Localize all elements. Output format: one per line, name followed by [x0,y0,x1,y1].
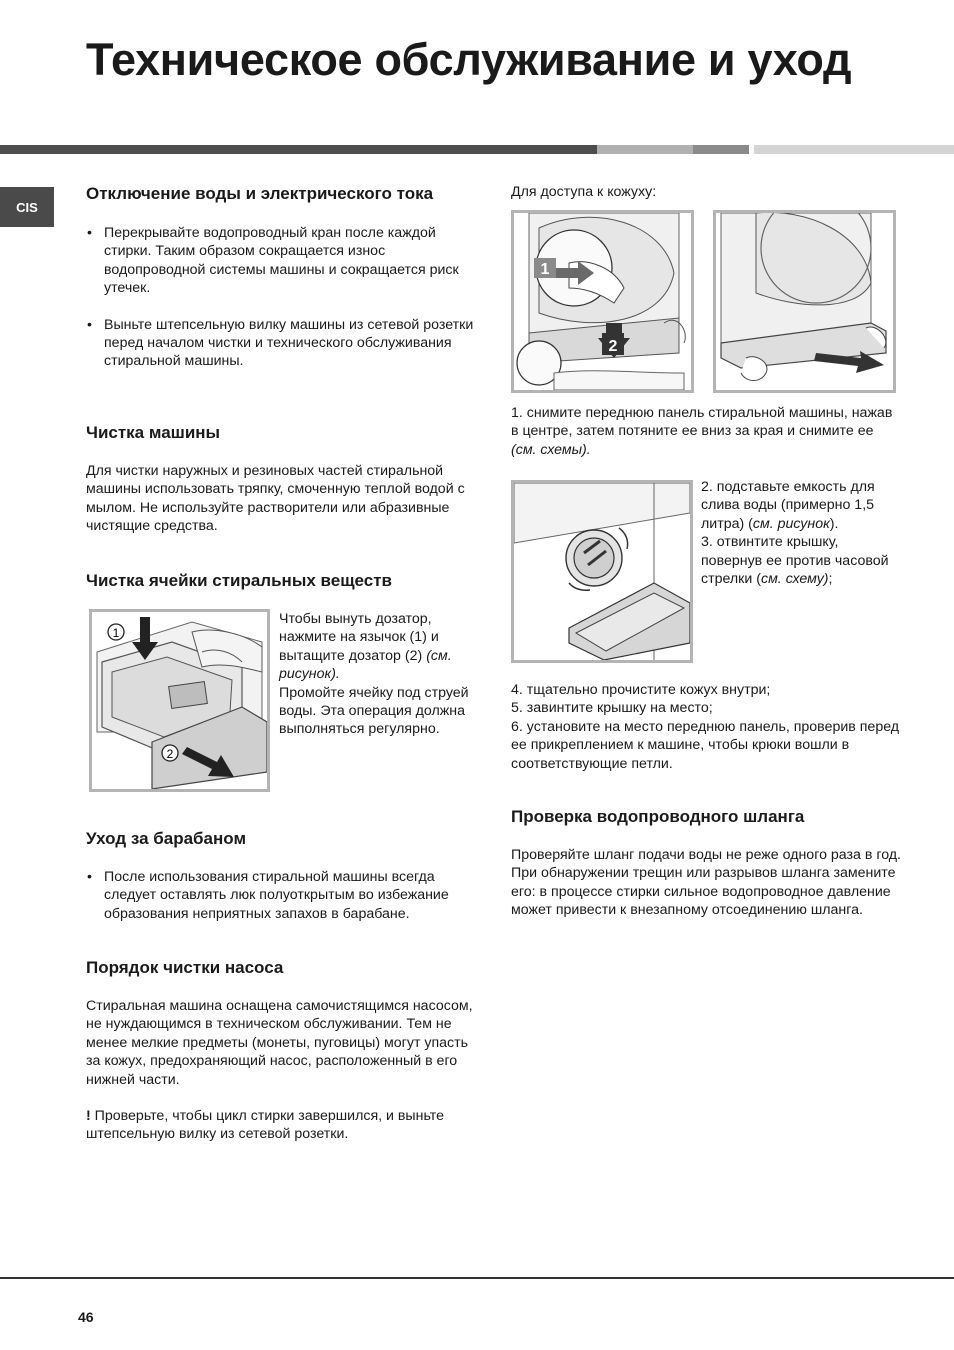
paragraph: Стиральная машина оснащена самочистящимся насосом, не нуждающимся в техническом обслуживании. Тем не менее мелкие предметы (монеты, пуговицы) могут упасть за кожух, предохраняющий насос, расположенный в его нижней части. [86,998,473,1088]
paragraph: 2. подставьте емкость для слива воды (примерно 1,5 литра) (см. рисунок). [701,479,875,532]
language-tab: CIS [0,187,54,227]
warning-icon: ! [86,1108,91,1125]
front-panel-removal-figure-2 [713,210,896,393]
paragraph: 6. установите на место переднюю панель, проверив перед ее прикреплением к машине, чтобы крюки вошли в соответствующие петли. [511,718,900,772]
paragraph: Проверяйте шланг подачи воды не реже одного раза в год. При обнаружении трещин или разрывов шланга замените его: в процессе стирки сильное водопроводное давление может привести к внезапному отсоединению шланга. [511,847,901,919]
paragraph: Для доступа к кожуху: [511,184,657,200]
bullet-text: • Перекрывайте водопроводный кран после каждой стирки. Таким образом сокращается износ водопроводной системы машины и сокращается риск утечек. [86,224,476,298]
section-heading-disconnect: Отключение воды и электрического тока [86,184,434,203]
paragraph: 5. завинтите крышку на место; [511,700,713,717]
bullet-text: • Выньте штепсельную вилку машины из сетевой розетки перед началом чистки и технического обслуживания стиральной машины. [86,316,476,371]
paragraph: Промойте ячейку под струей воды. Эта операция должна выполняться регулярно. [279,684,469,738]
figure-label-1: 1 [112,626,120,640]
section-heading-pump: Порядок чистки насоса [86,958,284,977]
figure-label-1: 1 [540,261,550,278]
header-rule-bar [0,145,954,154]
paragraph: 1. снимите переднюю панель стиральной машины, нажав в центре, затем потяните ее вниз за края и снимите ее (см. схемы). [511,405,893,458]
bullet-text: • После использования стиральной машины всегда следует оставлять люк полуоткрытым во избежание образования неприятных запахов в барабане. [86,868,478,923]
page-title: Техническое обслуживание и уход [86,34,852,85]
figure-label-2: 2 [608,338,618,355]
front-panel-removal-figure-1 [511,210,694,393]
section-heading-cleaning: Чистка машины [86,423,221,442]
warning-note: ! Проверьте, чтобы цикл стирки завершился, и выньте штепсельную вилку из сетевой розетки. [86,1108,444,1143]
paragraph: 3. отвинтите крышку, повернув ее против часовой стрелки (см. схему); [701,534,889,588]
paragraph: 4. тщательно прочистите кожух внутри; [511,682,771,698]
pump-cover-figure [511,480,693,663]
paragraph: Для чистки наружных и резиновых частей стиральной машины использовать тряпку, смоченную теплой водой с мылом. Не используйте растворители или абразивные чистящие средства. [86,463,465,535]
footer-rule [0,1277,954,1279]
page-number: 46 [78,1309,94,1325]
detergent-drawer-figure [89,609,270,792]
section-heading-detergent-drawer: Чистка ячейки стиральных веществ [86,571,393,590]
paragraph: Чтобы вынуть дозатор, нажмите на язычок (1) и вытащите дозатор (2) (см. рисунок). [279,611,452,683]
section-heading-hose: Проверка водопроводного шланга [511,807,805,826]
figure-label-2: 2 [166,747,174,761]
section-heading-drum: Уход за барабаном [86,829,247,848]
